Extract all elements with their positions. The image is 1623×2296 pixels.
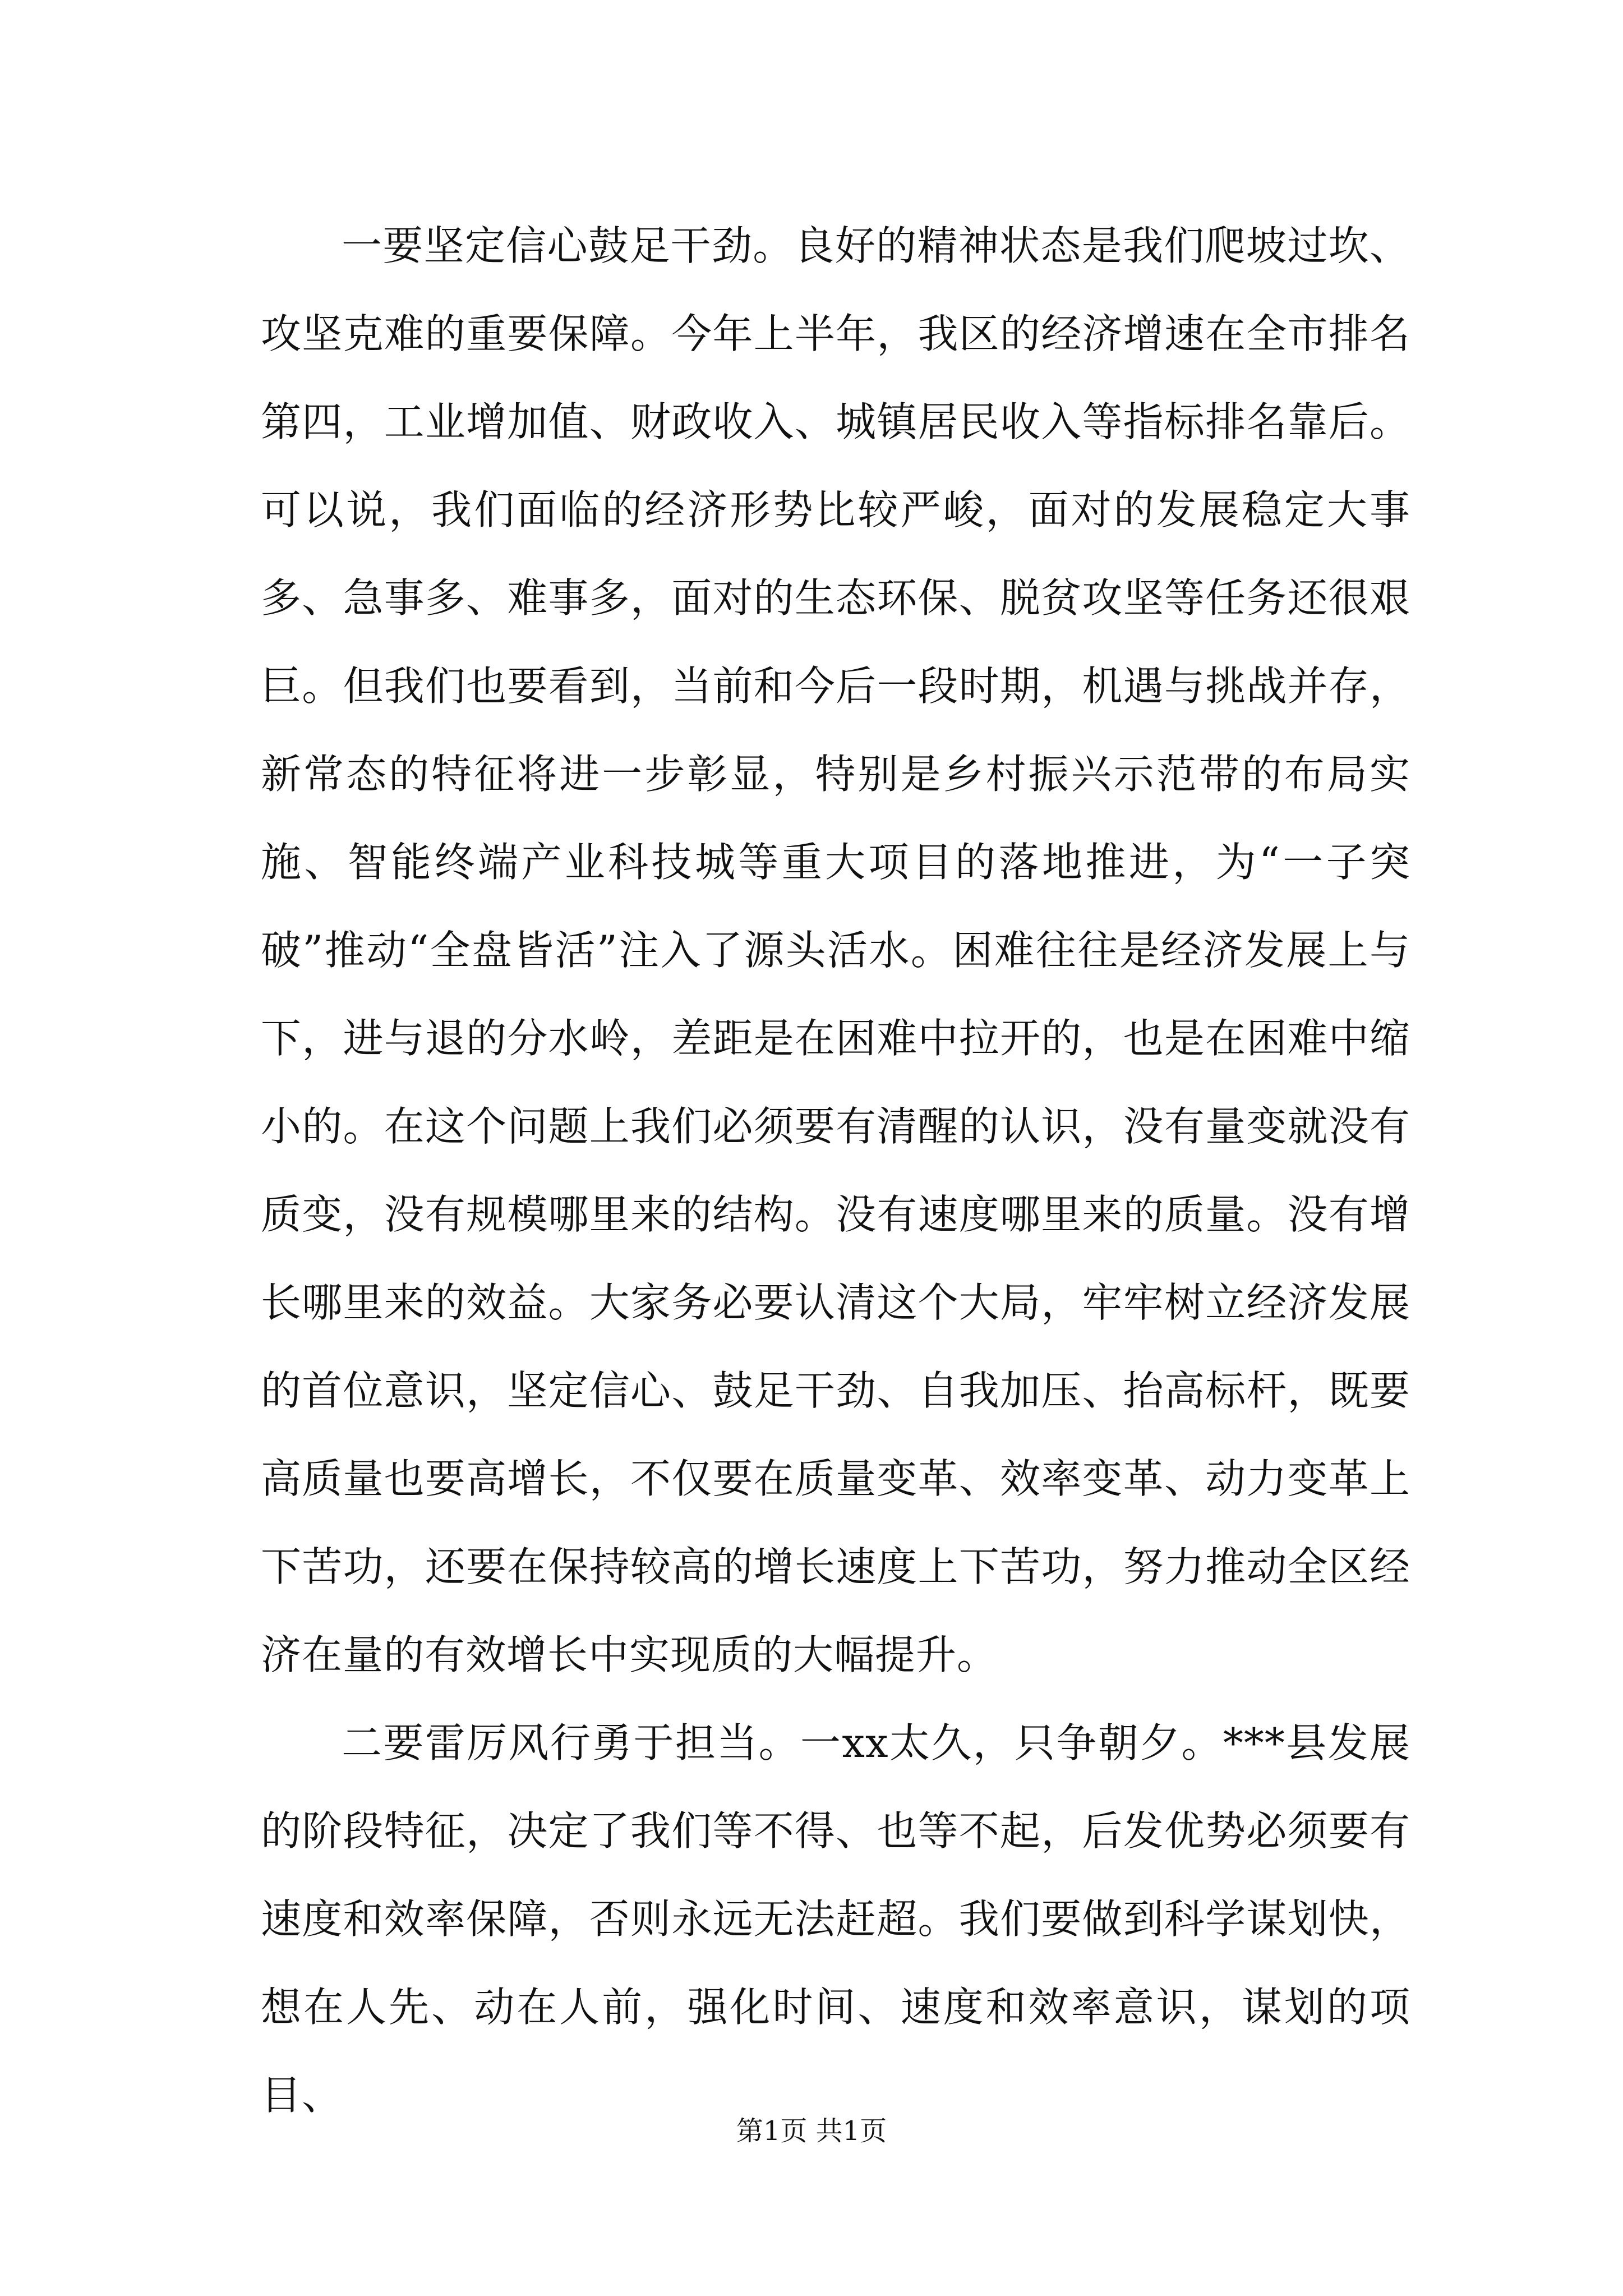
document-body <box>261 202 1410 2139</box>
paragraph-2: 二要雷厉风行勇于担当。一xx太久，只争朝夕。***县发展的阶段特征，决定了我们等不得、也等不起，后发优势必须要有速度和效率保障，否则永远无法赶超。我们要做到科学谋划快，想在人先、动在人前，强化时间、速度和效率意识，谋划的项目、 <box>261 1719 1410 2119</box>
paragraph-1: 一要坚定信心鼓足干劲。良好的精神状态是我们爬坡过坎、攻坚克难的重要保障。今年上半年，我区的经济增速在全市排名第四，工业增加值、财政收入、城镇居民收入等指标排名靠后。可以说，我们面临的经济形势比较严峻，面对的发展稳定大事多、急事多、难事多，面对的生态环保、脱贫攻坚等任务还很艰巨。但我们也要看到，当前和今后一段时期，机遇与挑战并存，新常态的特征将进一步彰显，特别是乡村振兴示范带的布局实施、智能终端产业科技城等重大项目的落地推进，为“一子突破”推动“全盘皆活”注入了源头活水。困难往往是经济发展上与下，进与退的分水岭，差距是在困难中拉开的，也是在困难中缩小的。在这个问题上我们必须要有清醒的认识，没有量变就没有质变，没有规模哪里来的结构。没有速度哪里来的质量。没有增长哪里来的效益。大家务必要认清这个大局，牢牢树立经济发展的首位意识，坚定信心、鼓足干劲、自我加压、抬高标杆，既要高质量也要高增长，不仅要在质量变革、效率变革、动力变革上下苦功，还要在保持较高的增长速度上下苦功，努力推动全区经济在量的有效增长中实现质的大幅提升。 <box>261 222 1410 1678</box>
page-footer: 第1页 共1页 <box>736 2115 887 2147</box>
